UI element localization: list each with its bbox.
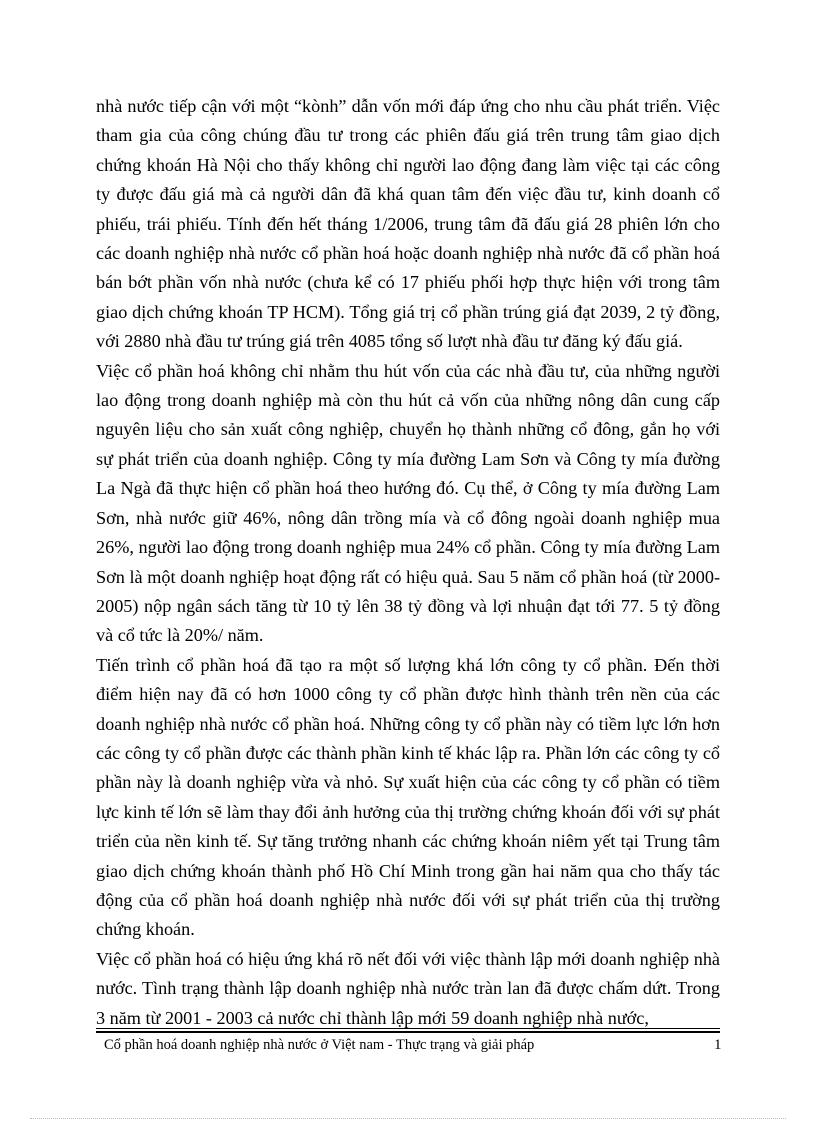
paragraph-4: Việc cổ phần hoá có hiệu ứng khá rõ nết đối với việc thành lập mới doanh nghiệp nhà nước. Tình trạng thành lập doanh nghiệp nhà nước tràn lan đã được chấm dứt. Trong 3 năm từ 2001 - 2003 cả nước chỉ thành lập mới 59 doanh nghiệp nhà nước,	[96, 948, 720, 1028]
paragraph-3: Tiến trình cổ phần hoá đã tạo ra một số lượng khá lớn công ty cổ phần. Đến thời điểm hiện nay đã có hơn 1000 công ty cổ phần được hình thành trên nền của các doanh nghiệp nhà nước cổ phần hoá. Những công ty cổ phần này có tiềm lực lớn hơn các công ty cổ phần được các thành phần kinh tế khác lập ra. Phần lớn các công ty cổ phần này là doanh nghiệp vừa và nhỏ. Sự xuất hiện của các công ty cổ phần có tiềm lực kinh tế lớn sẽ làm thay đổi ảnh hưởng của thị trường chứng khoán đối với sự phát triển của nền kinh tế. Sự tăng trưởng nhanh các chứng khoán niêm yết tại Trung tâm giao dịch chứng khoán thành phố Hồ Chí Minh trong gần hai năm qua cho thấy tác động của cổ phần hoá doanh nghiệp nhà nước đối với sự phát triển của thị trường chứng khoán.	[96, 654, 720, 940]
page-number: 1	[714, 1037, 722, 1053]
footer-divider	[96, 1028, 720, 1033]
paragraph-2: Việc cổ phần hoá không chỉ nhằm thu hút vốn của các nhà đầu tư, của những người lao động trong doanh nghiệp mà còn thu hút cả vốn của những nông dân cung cấp nguyên liệu cho sản xuất công nghiệp, chuyển họ thành những cổ đông, gắn họ với sự phát triển của doanh nghiệp. Công ty mía đường Lam Sơn và Công ty mía đường La Ngà đã thực hiện cổ phần hoá theo hướng đó. Cụ thể, ở Công ty mía đường Lam Sơn, nhà nước giữ 46%, nông dân trồng mía và cổ đông ngoài doanh nghiệp mua 26%, người lao động trong doanh nghiệp mua 24% cổ phần. Công ty mía đường Lam Sơn là một doanh nghiệp hoạt động rất có hiệu quả. Sau 5 năm cổ phần hoá (từ 2000-2005) nộp ngân sách tăng từ 10 tỷ lên 38 tỷ đồng và lợi nhuận đạt tới 77. 5 tỷ đồng và cổ tức là 20%/ năm.	[96, 360, 720, 646]
page-bottom-border	[30, 1118, 786, 1119]
footer-title: Cổ phần hoá doanh nghiệp nhà nước ở Việt nam - Thực trạng và giải pháp	[104, 1037, 535, 1053]
paragraph-1: nhà nước tiếp cận với một “kònh” dẫn vốn mới đáp ứng cho nhu cầu phát triển. Việc tham gia của công chúng đầu tư trong các phiên đấu giá trên trung tâm giao dịch chứng khoán Hà Nội cho thấy không chỉ người lao động đang làm việc tại các công ty được đấu giá mà cả người dân đã khá quan tâm đến việc đầu tư, kinh doanh cổ phiếu, trái phiếu. Tính đến hết tháng 1/2006, trung tâm đã đấu giá 28 phiên lớn cho các doanh nghiệp nhà nước cổ phần hoá hoặc doanh nghiệp nhà nước đã cổ phần hoá bán bớt phần vốn nhà nước (chưa kể có 17 phiếu phối hợp thực hiện với trong tâm giao dịch chứng khoán TP HCM). Tổng giá trị cổ phần trúng giá đạt 2039, 2 tỷ đồng, với 2880 nhà đầu tư trúng giá trên 4085 tổng số lượt nhà đầu tư đăng ký đấu giá.	[96, 96, 720, 352]
body-text	[96, 92, 720, 1033]
